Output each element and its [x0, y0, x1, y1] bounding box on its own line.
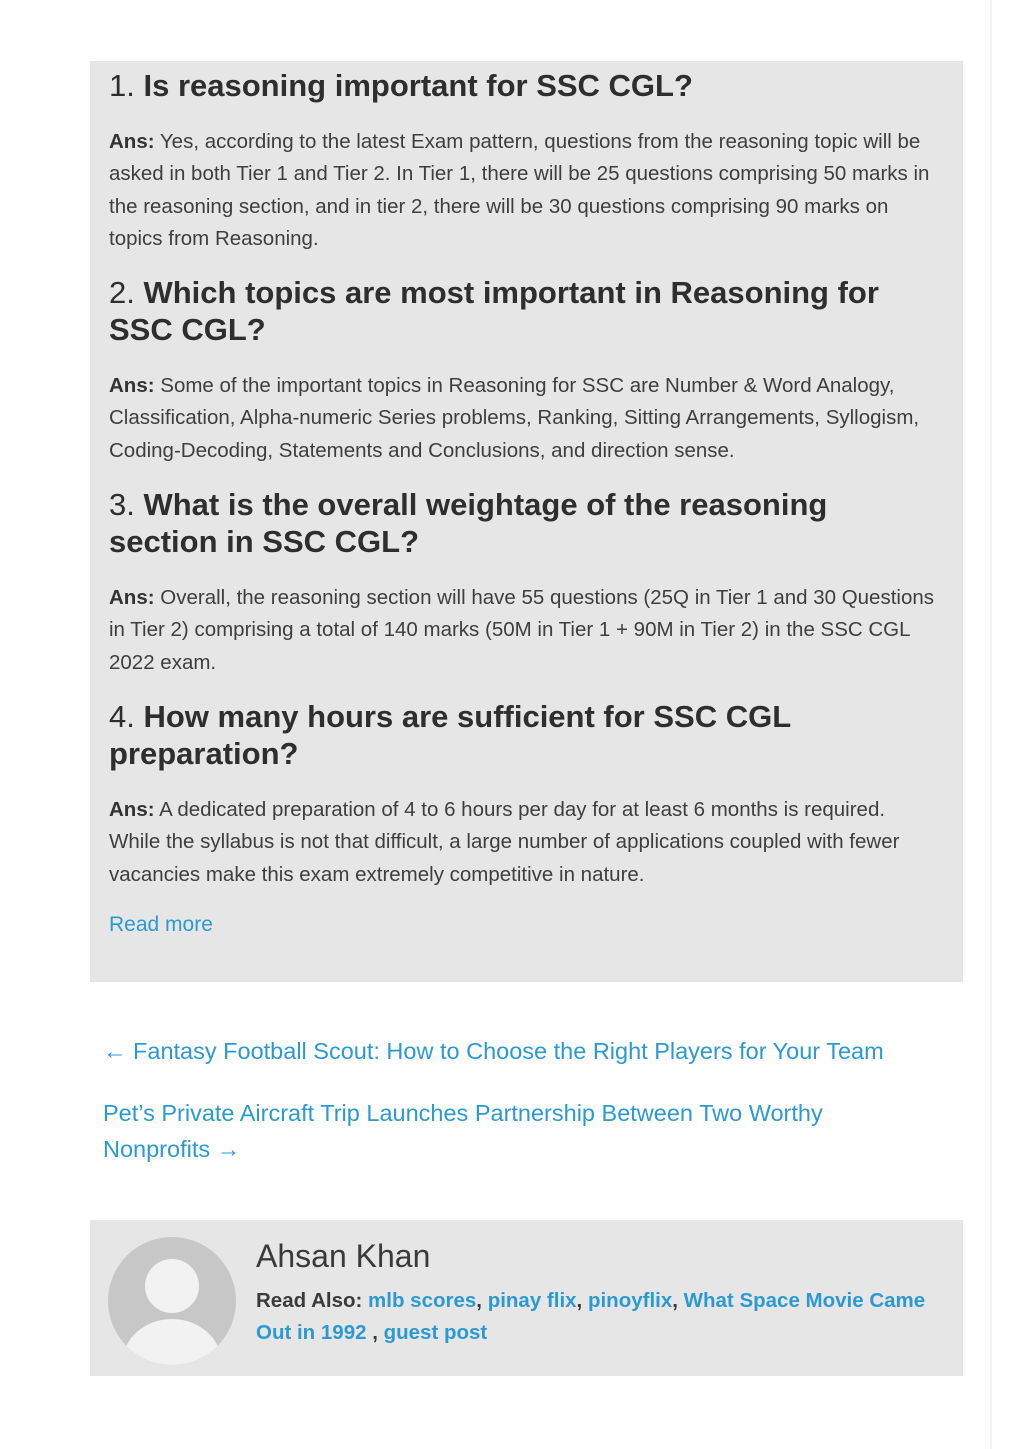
avatar	[108, 1237, 236, 1365]
answer-label: Ans:	[109, 130, 155, 153]
post-navigation	[103, 1033, 963, 1167]
read-also-link[interactable]: guest post	[383, 1321, 488, 1344]
answer-text: A dedicated preparation of 4 to 6 hours per day for at least 6 months is required. While the syllabus is not that difficult, a large number of applications coupled with fewer vacancies make this exam extremely competitive in nature.	[109, 797, 900, 886]
read-also-link[interactable]: What Space Movie Came Out in 1992	[256, 1289, 926, 1344]
faq-item	[109, 274, 937, 467]
faq-section	[90, 61, 963, 982]
faq-answer	[109, 794, 937, 891]
question-number: 4.	[109, 698, 135, 734]
faq-question	[109, 698, 937, 772]
question-number: 3.	[109, 487, 135, 523]
faq-answer	[109, 370, 937, 467]
answer-label: Ans:	[109, 374, 155, 398]
author-bio: Read Also: mlb scores, pinay flix, pinoyflix, What Space Movie Came Out in 1992 , guest post	[256, 1289, 926, 1344]
read-also-link[interactable]: pinoyflix	[587, 1289, 673, 1312]
question-text: Which topics are most important in Reasoning for SSC CGL?	[109, 275, 879, 348]
faq-item	[109, 698, 937, 891]
question-number: 2.	[109, 275, 135, 311]
previous-post-link[interactable]: ← Fantasy Football Scout: How to Choose the Right Players for Your Team	[103, 1038, 884, 1064]
answer-label: Ans:	[109, 586, 155, 610]
faq-item	[109, 486, 937, 679]
answer-text: Some of the important topics in Reasoning for SSC are Number & Word Analogy, Classification, Alpha-numeric Series problems, Ranking, Sitting Arrangements, Syllogism, Coding-Decoding, Statements and Conclusions, and direction sense.	[109, 374, 920, 462]
avatar-head-icon	[145, 1259, 199, 1313]
author-name: Ahsan Khan	[256, 1238, 431, 1274]
read-also-link[interactable]: mlb scores	[368, 1289, 477, 1312]
answer-text: Yes, according to the latest Exam pattern, questions from the reasoning topic will be asked in both Tier 1 and Tier 2. In Tier 1, there will be 25 questions comprising 50 marks in the reasoning section, and in tier 2, there will be 30 questions comprising 90 marks on topics from Reasoning.	[109, 130, 930, 250]
faq-answer	[109, 126, 937, 255]
answer-label: Ans:	[109, 797, 155, 821]
read-more-link[interactable]: Read more	[109, 912, 213, 936]
next-post-link[interactable]: Pet’s Private Aircraft Trip Launches Partnership Between Two Worthy Nonprofits →	[103, 1100, 823, 1162]
faq-answer	[109, 582, 937, 679]
faq-question	[109, 67, 937, 104]
page-edge	[990, 0, 992, 1449]
read-also-label: Read Also:	[256, 1289, 363, 1312]
faq-question	[109, 486, 937, 560]
read-also-link[interactable]: pinay flix	[487, 1289, 577, 1312]
question-number: 1.	[109, 68, 135, 103]
author-box	[90, 1220, 963, 1376]
faq-item	[109, 67, 937, 255]
avatar-body-icon	[122, 1319, 222, 1365]
faq-question	[109, 274, 937, 348]
question-text: Is reasoning important for SSC CGL?	[143, 68, 693, 103]
question-text: What is the overall weightage of the reasoning section in SSC CGL?	[109, 487, 828, 560]
answer-text: Overall, the reasoning section will have 55 questions (25Q in Tier 1 and 30 Questions in Tier 2) comprising a total of 140 marks (50M in Tier 1 + 90M in Tier 2) in the SSC CGL 2022 exam.	[109, 586, 935, 674]
question-text: How many hours are sufficient for SSC CGL preparation?	[109, 698, 791, 771]
